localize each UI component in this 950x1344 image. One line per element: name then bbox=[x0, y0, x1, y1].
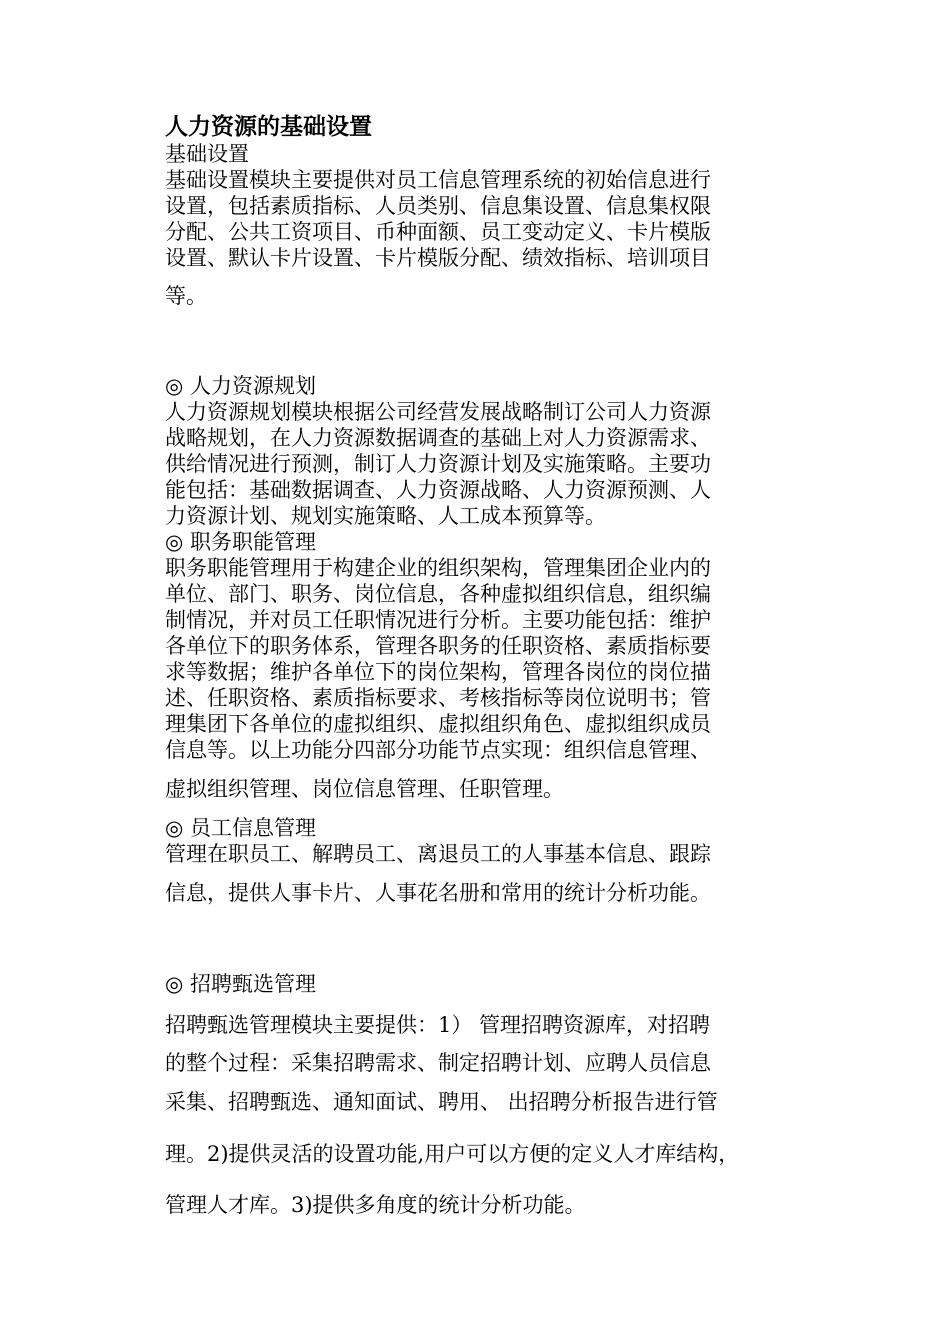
paragraph-line: 招聘甄选管理模块主要提供：1） 管理招聘资源库，对招聘 bbox=[165, 1013, 711, 1037]
paragraph-line: 采集、招聘甄选、通知面试、聘用、 出招聘分析报告进行管 bbox=[165, 1090, 718, 1114]
section-heading-positions: ◎ 职务职能管理 bbox=[165, 530, 316, 554]
paragraph-line: 的整个过程：采集招聘需求、制定招聘计划、应聘人员信息 bbox=[165, 1051, 711, 1075]
paragraph-line: 理。2)提供灵活的设置功能,用户可以方便的定义人才库结构， bbox=[165, 1142, 740, 1166]
paragraph-line: 虚拟组织管理、岗位信息管理、任职管理。 bbox=[165, 777, 564, 801]
paragraph-line: 管理在职员工、解聘员工、离退员工的人事基本信息、跟踪 bbox=[165, 842, 711, 866]
paragraph-line: 设置、默认卡片设置、卡片模版分配、绩效指标、培训项目 bbox=[165, 246, 711, 270]
paragraph-line: 分配、公共工资项目、币种面额、员工变动定义、卡片模版 bbox=[165, 220, 711, 244]
paragraph-line: 信息等。以上功能分四部分功能节点实现：组织信息管理、 bbox=[165, 738, 711, 762]
document-title: 人力资源的基础设置 bbox=[165, 113, 372, 140]
paragraph-line: 管理人才库。3)提供多角度的统计分析功能。 bbox=[165, 1193, 586, 1217]
paragraph-line: 等。 bbox=[165, 284, 207, 308]
section-heading-employees: ◎ 员工信息管理 bbox=[165, 816, 316, 840]
paragraph-line: 制情况，并对员工任职情况进行分析。主要功能包括：维护 bbox=[165, 608, 711, 632]
paragraph-line: 求等数据；维护各单位下的岗位架构，管理各岗位的岗位描 bbox=[165, 660, 711, 684]
paragraph-line: 单位、部门、职务、岗位信息，各种虚拟组织信息，组织编 bbox=[165, 582, 711, 606]
section-heading-recruiting: ◎ 招聘甄选管理 bbox=[165, 972, 316, 996]
paragraph-line: 述、任职资格、素质指标要求、考核指标等岗位说明书；管 bbox=[165, 686, 711, 710]
paragraph-line: 基础设置模块主要提供对员工信息管理系统的初始信息进行 bbox=[165, 168, 711, 192]
paragraph-line: 人力资源规划模块根据公司经营发展战略制订公司人力资源 bbox=[165, 400, 711, 424]
paragraph-line: 供给情况进行预测，制订人力资源计划及实施策略。主要功 bbox=[165, 452, 711, 476]
paragraph-line: 设置，包括素质指标、人员类别、信息集设置、信息集权限 bbox=[165, 194, 711, 218]
paragraph-line: 各单位下的职务体系，管理各职务的任职资格、素质指标要 bbox=[165, 634, 711, 658]
section-heading-planning: ◎ 人力资源规划 bbox=[165, 374, 316, 398]
paragraph-line: 能包括：基础数据调查、人力资源战略、人力资源预测、人 bbox=[165, 478, 711, 502]
paragraph-line: 力资源计划、规划实施策略、人工成本预算等。 bbox=[165, 504, 606, 528]
paragraph-line: 理集团下各单位的虚拟组织、虚拟组织角色、虚拟组织成员 bbox=[165, 712, 711, 736]
section-heading-basic: 基础设置 bbox=[165, 142, 249, 166]
paragraph-line: 信息，提供人事卡片、人事花名册和常用的统计分析功能。 bbox=[165, 881, 711, 905]
paragraph-line: 战略规划，在人力资源数据调查的基础上对人力资源需求、 bbox=[165, 426, 711, 450]
paragraph-line: 职务职能管理用于构建企业的组织架构，管理集团企业内的 bbox=[165, 556, 711, 580]
